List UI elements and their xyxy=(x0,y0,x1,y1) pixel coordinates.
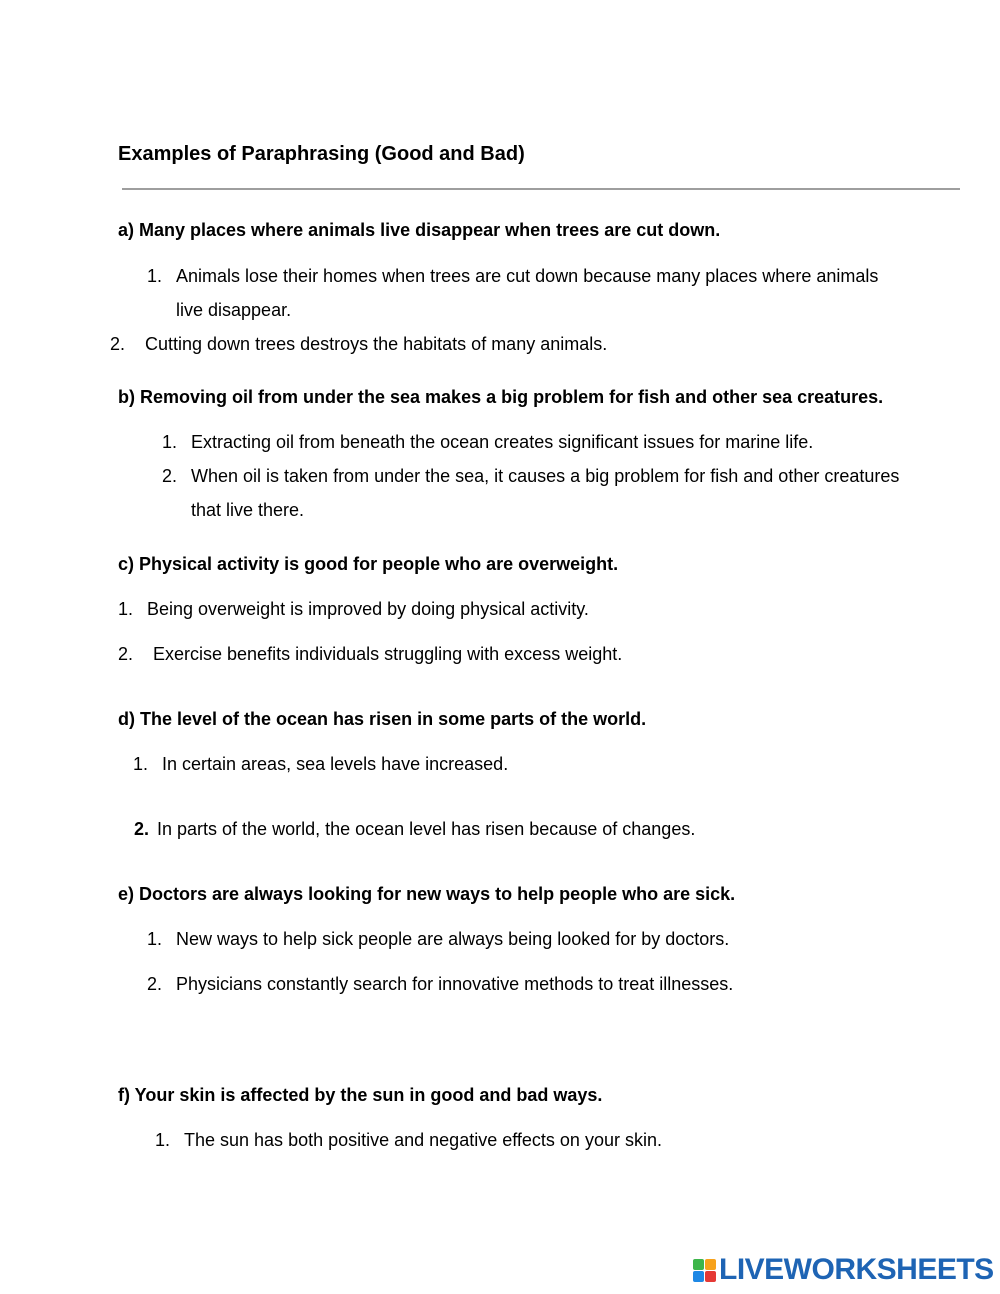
item-text: Cutting down trees destroys the habitats of many animals. xyxy=(145,334,608,354)
question-e: e) Doctors are always looking for new ways to help people who are sick. xyxy=(118,884,736,904)
question-c: c) Physical activity is good for people who are overweight. xyxy=(118,554,619,574)
item-number: 1. xyxy=(162,432,178,452)
item-text: In parts of the world, the ocean level has risen because of changes. xyxy=(157,819,696,839)
question-d: d) The level of the ocean has risen in some parts of the world. xyxy=(118,709,647,729)
logo-mark-tile xyxy=(705,1259,716,1270)
logo-mark-tile xyxy=(693,1259,704,1270)
item-text-continued: live disappear. xyxy=(176,300,292,320)
item-text: Physicians constantly search for innovative methods to treat illnesses. xyxy=(176,974,734,994)
item-number: 2. xyxy=(118,644,134,664)
logo-mark-tile xyxy=(693,1271,704,1282)
item-text: Exercise benefits individuals struggling with excess weight. xyxy=(153,644,623,664)
item-number: 1. xyxy=(147,266,163,286)
item-text: Being overweight is improved by doing physical activity. xyxy=(147,599,589,619)
item-text: When oil is taken from under the sea, it causes a big problem for fish and other creatures xyxy=(191,466,900,486)
title-divider xyxy=(122,188,960,190)
item-number: 1. xyxy=(133,754,149,774)
logo-text: LIVEWORKSHEETS xyxy=(719,1253,994,1286)
item-text: Animals lose their homes when trees are cut down because many places where animals xyxy=(176,266,879,286)
item-text: Extracting oil from beneath the ocean creates significant issues for marine life. xyxy=(191,432,814,452)
item-text-continued: that live there. xyxy=(191,500,305,520)
item-text: New ways to help sick people are always being looked for by doctors. xyxy=(176,929,730,949)
item-text: The sun has both positive and negative effects on your skin. xyxy=(184,1130,662,1150)
item-number: 2. xyxy=(134,819,150,839)
logo-mark-tile xyxy=(705,1271,716,1282)
item-number: 1. xyxy=(147,929,163,949)
page-title: Examples of Paraphrasing (Good and Bad) xyxy=(118,143,525,165)
question-b: b) Removing oil from under the sea makes a big problem for fish and other sea creatures. xyxy=(118,387,884,407)
logo-mark-icon xyxy=(693,1259,716,1282)
item-number: 1. xyxy=(118,599,134,619)
item-number: 2. xyxy=(162,466,178,486)
liveworksheets-logo xyxy=(693,1253,994,1287)
question-f: f) Your skin is affected by the sun in good and bad ways. xyxy=(118,1085,603,1105)
item-number: 1. xyxy=(155,1130,171,1150)
item-number: 2. xyxy=(110,334,126,354)
item-number: 2. xyxy=(147,974,163,994)
item-text: In certain areas, sea levels have increased. xyxy=(162,754,509,774)
question-a: a) Many places where animals live disappear when trees are cut down. xyxy=(118,220,721,240)
